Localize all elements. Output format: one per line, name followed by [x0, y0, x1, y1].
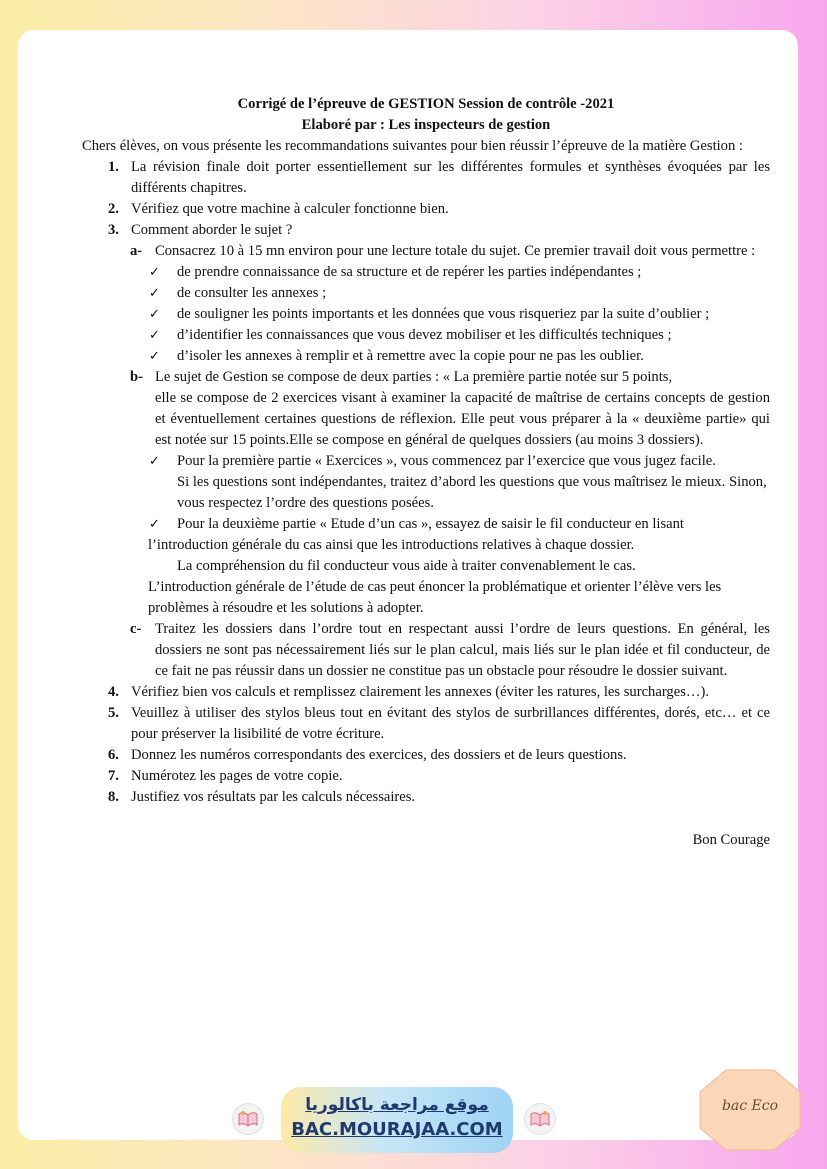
check-text: d’identifier les connaissances que vous devez mobiliser et les difficultés techniques ; — [177, 327, 672, 343]
check-item — [82, 304, 770, 325]
check-text: Pour la première partie « Exercices », vous commencez par l’exercice que vous jugez facile. — [177, 453, 716, 469]
sub-letter: c- — [130, 621, 142, 637]
sub-item-b — [82, 367, 770, 388]
item-text: Veuillez à utiliser des stylos bleus tout en évitant des stylos de surbrillances différentes, dorés, etc… et ce pour préserver la lisibilité de votre écriture. — [131, 705, 770, 742]
list-item-8 — [82, 787, 770, 808]
book-logo-icon — [524, 1103, 556, 1135]
sub-text: Traitez les dossiers dans l’ordre tout en respectant aussi l’ordre de leurs questions. En général, les dossiers ne sont pas nécessairement liés sur le plan calcul, mais liés sur le plan idée et fil conducteur, de ce fait ne pas réussir dans un dossier ne constitue pas un obstacle pour résoudre le dossier suivant. — [155, 621, 770, 679]
sub-item-a — [82, 241, 770, 262]
list-item-7 — [82, 766, 770, 787]
sub-text: Consacrez 10 à 15 mn environ pour une lecture totale du sujet. Ce premier travail doit vous permettre : — [155, 243, 756, 259]
check-item — [82, 451, 770, 472]
check-text: de souligner les points importants et les données que vous risqueriez par la suite d’oublier ; — [177, 306, 710, 322]
badge-text: bac Eco — [721, 1098, 779, 1114]
item-number: 1. — [108, 159, 119, 175]
check-item — [82, 346, 770, 367]
check-item — [82, 514, 770, 535]
item-text: Vérifiez bien vos calculs et remplissez clairement les annexes (éviter les ratures, les surcharges…). — [131, 684, 709, 700]
check-icon: ✓ — [149, 307, 160, 322]
item-text: Justifiez vos résultats par les calculs nécessaires. — [131, 789, 416, 805]
check-text: de consulter les annexes ; — [177, 285, 327, 301]
item-number: 5. — [108, 705, 119, 721]
book-logo-icon — [232, 1103, 264, 1135]
document-title: Corrigé de l’épreuve de GESTION Session de contrôle -2021 — [237, 96, 615, 112]
check-icon: ✓ — [149, 328, 160, 343]
list-item-4 — [82, 682, 770, 703]
check-icon: ✓ — [149, 454, 160, 469]
check-item — [82, 325, 770, 346]
item-number: 6. — [108, 747, 119, 763]
sub-b-paragraph: elle se compose de 2 exercices visant à examiner la capacité de maîtrise de certains concepts de gestion et éventuellement certaines questions de réflexion. Elle peut vous préparer à la « deuxième partie» qui est notée sur 15 points.Elle se compose en général de quelques dossiers (au moins 3 dossiers). — [155, 390, 770, 448]
check-text: d’isoler les annexes à remplir et à remettre avec la copie pour ne pas les oublier. — [177, 348, 644, 364]
list-item-3 — [82, 220, 770, 241]
bac-eco-badge — [698, 1068, 802, 1152]
check-icon: ✓ — [149, 349, 160, 364]
item-number: 7. — [108, 768, 119, 784]
sub-letter: a- — [130, 243, 143, 259]
item-text: La révision finale doit porter essentiellement sur les différentes formules et synthèses évoquées par les différents chapitres. — [131, 159, 770, 196]
check-icon: ✓ — [149, 517, 160, 532]
document-page — [18, 30, 798, 1140]
check-continuation: l’introduction générale du cas ainsi que les introductions relatives à chaque dossier. — [148, 537, 635, 553]
check-text: Pour la deuxième partie « Etude d’un cas », essayez de saisir le fil conducteur en lisant — [177, 516, 684, 532]
item-text: Numérotez les pages de votre copie. — [131, 768, 343, 784]
item-number: 2. — [108, 201, 119, 217]
check-item — [82, 262, 770, 283]
item-text: Comment aborder le sujet ? — [131, 222, 293, 238]
sub-text: Le sujet de Gestion se compose de deux parties : « La première partie notée sur 5 points, — [155, 369, 673, 385]
intro-paragraph: Chers élèves, on vous présente les recommandations suivantes pour bien réussir l’épreuve de la matière Gestion : — [82, 138, 743, 154]
check-icon: ✓ — [149, 286, 160, 301]
document-subtitle: Elaboré par : Les inspecteurs de gestion — [301, 117, 551, 133]
list-item-1 — [82, 157, 770, 199]
document-content — [82, 94, 770, 851]
paragraph: L’introduction générale de l’étude de cas peut énoncer la problématique et orienter l’élève vers les problèmes à résoudre et les solutions à adopter. — [148, 579, 722, 616]
list-item-2 — [82, 199, 770, 220]
check-item — [82, 283, 770, 304]
list-item-6 — [82, 745, 770, 766]
item-number: 4. — [108, 684, 119, 700]
site-banner-link[interactable] — [281, 1087, 513, 1153]
check-text: de prendre connaissance de sa structure et de repérer les parties indépendantes ; — [177, 264, 642, 280]
sub-letter: b- — [130, 369, 143, 385]
item-number: 8. — [108, 789, 119, 805]
check-icon: ✓ — [149, 265, 160, 280]
paragraph: La compréhension du fil conducteur vous aide à traiter convenablement le cas. — [177, 558, 636, 574]
sub-item-c — [82, 619, 770, 682]
item-text: Vérifiez que votre machine à calculer fonctionne bien. — [131, 201, 449, 217]
item-text: Donnez les numéros correspondants des exercices, des dossiers et de leurs questions. — [131, 747, 627, 763]
check-continuation: Si les questions sont indépendantes, traitez d’abord les questions que vous maîtrisez le mieux. Sinon, vous respectez l’ordre des questions posées. — [177, 474, 767, 511]
item-number: 3. — [108, 222, 119, 238]
list-item-5 — [82, 703, 770, 745]
site-arabic-name[interactable]: موقع مراجعة باكالوريا — [305, 1095, 489, 1115]
site-url[interactable]: BAC.MOURAJAA.COM — [291, 1119, 503, 1140]
closing-text: Bon Courage — [692, 832, 770, 848]
